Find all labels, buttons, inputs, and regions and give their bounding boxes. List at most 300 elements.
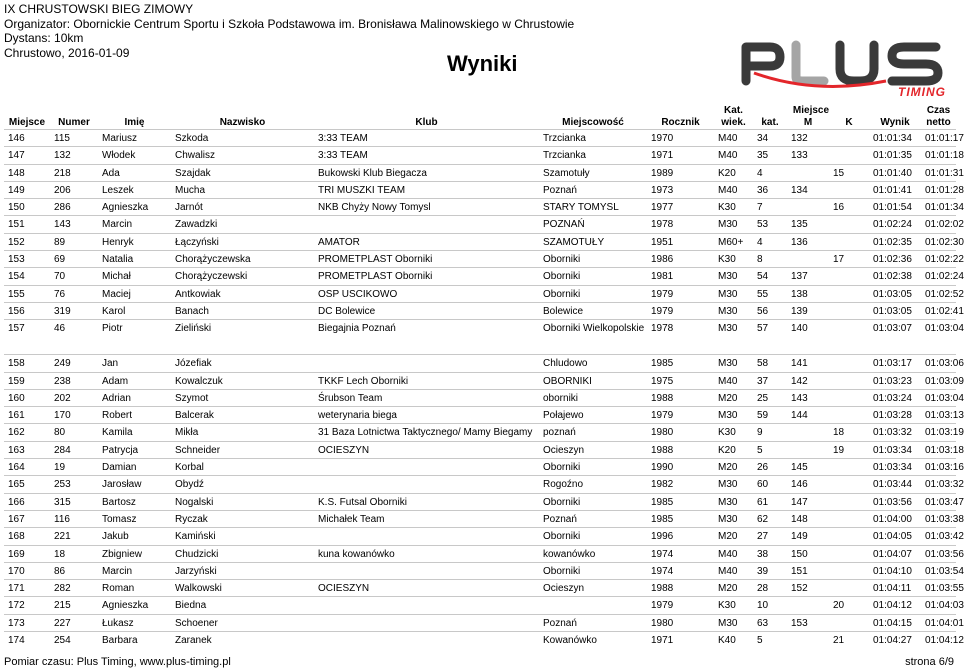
cell-miejsce-kat: 7 — [757, 202, 763, 214]
cell-czas-netto: 01:03:04 — [925, 323, 964, 335]
cell-miejsce-kat: 27 — [757, 531, 769, 543]
cell-nazwisko: Jarzyński — [175, 565, 217, 577]
cell-miejsce-m — [787, 251, 829, 268]
cell-miejscowosc: Oborniki Wielkopolskie — [543, 323, 645, 335]
cell-wynik: 01:01:35 — [873, 150, 912, 162]
cell-miejsce-k: 21 — [833, 635, 845, 647]
table-row — [4, 216, 956, 233]
col-kat-wiek-top: Kat. — [724, 105, 743, 116]
cell-nazwisko: Chudzicki — [175, 548, 219, 560]
cell-miejsce-m — [787, 199, 829, 216]
col-miejsce: Miejsce — [8, 117, 46, 128]
cell-miejsce: 162 — [8, 427, 25, 439]
cell-nazwisko: Szkoda — [175, 133, 209, 144]
cell-numer: 282 — [54, 583, 71, 595]
cell-miejsce-m: 144 — [791, 410, 808, 422]
table-row — [4, 632, 956, 649]
col-imie: Imię — [124, 117, 145, 128]
table-row — [4, 302, 956, 319]
cell-nazwisko: Chwalisz — [175, 150, 216, 162]
cell-miejscowosc: Oborniki — [543, 288, 581, 300]
cell-numer: 116 — [54, 513, 70, 525]
cell-miejscowosc: STARY TOMYSL — [543, 202, 619, 214]
footer-timing: Pomiar czasu: Plus Timing, www.plus-timing.pl — [4, 656, 231, 668]
table-row — [4, 147, 956, 164]
cell-klub — [314, 476, 539, 493]
cell-miejsce-m — [787, 597, 829, 614]
table-row — [4, 268, 956, 285]
cell-wynik: 01:03:34 — [873, 444, 912, 456]
cell-wynik: 01:02:24 — [873, 219, 912, 231]
cell-imie: Agnieszka — [102, 600, 149, 612]
cell-numer: 202 — [54, 392, 71, 404]
cell-wynik: 01:01:54 — [873, 202, 912, 214]
cell-czas-netto: 01:04:01 — [925, 617, 964, 629]
cell-wynik: 01:03:44 — [873, 479, 912, 491]
cell-kat-wiek: M40 — [718, 133, 738, 144]
cell-numer: 215 — [54, 600, 71, 612]
cell-miejsce: 159 — [8, 375, 25, 387]
cell-czas-netto: 01:03:04 — [925, 392, 964, 404]
cell-miejsce-m: 140 — [791, 323, 808, 335]
cell-czas-netto: 01:04:03 — [925, 600, 964, 612]
cell-wynik: 01:03:05 — [873, 288, 912, 300]
cell-imie: Roman — [102, 583, 135, 595]
cell-miejsce: 157 — [8, 323, 25, 335]
cell-miejsce: 164 — [8, 462, 25, 474]
cell-miejsce: 165 — [8, 479, 25, 491]
cell-rocznik: 1985 — [651, 513, 674, 525]
cell-nazwisko: Mikła — [175, 427, 199, 439]
table-row — [4, 545, 956, 562]
cell-wynik: 01:03:34 — [873, 462, 912, 474]
cell-miejsce-k: 18 — [833, 427, 845, 439]
cell-miejsce-kat: 55 — [757, 288, 769, 300]
cell-numer: 238 — [54, 375, 71, 387]
cell-miejsce-k — [829, 562, 869, 579]
cell-nazwisko: Balcerak — [175, 410, 214, 422]
cell-czas-netto: 01:01:17 — [925, 133, 964, 144]
cell-nazwisko: Zieliński — [175, 323, 212, 335]
cell-miejsce-kat: 4 — [757, 167, 763, 179]
cell-imie: Włodek — [102, 150, 136, 162]
cell-klub: DC Bolewice — [318, 305, 376, 317]
cell-miejscowosc: SZAMOTUŁY — [543, 236, 605, 248]
col-wynik: Wynik — [880, 117, 910, 128]
cell-numer: 76 — [54, 288, 66, 300]
table-row — [4, 493, 956, 510]
cell-czas-netto: 01:01:31 — [925, 167, 964, 179]
cell-kat-wiek: M20 — [718, 392, 738, 404]
cell-imie: Adam — [102, 375, 129, 387]
cell-rocznik: 1985 — [651, 358, 674, 370]
col-numer: Numer — [58, 117, 90, 128]
cell-nazwisko: Antkowiak — [175, 288, 221, 300]
cell-klub — [314, 355, 539, 372]
cell-miejsce-kat: 62 — [757, 513, 769, 525]
page-title: Wyniki — [447, 51, 518, 76]
cell-miejsce-kat: 54 — [757, 271, 769, 283]
cell-miejscowosc — [539, 597, 647, 614]
cell-klub — [314, 597, 539, 614]
table-row — [4, 164, 956, 181]
cell-rocznik: 1985 — [651, 496, 674, 508]
cell-miejscowosc: Oborniki — [543, 531, 581, 543]
cell-miejscowosc: kowanówko — [543, 548, 596, 560]
cell-imie: Robert — [102, 410, 133, 422]
cell-nazwisko: Obydź — [175, 479, 204, 491]
col-m: M — [803, 117, 813, 128]
cell-miejsce-kat: 26 — [757, 462, 769, 474]
cell-miejsce-kat: 25 — [757, 392, 769, 404]
cell-imie: Jan — [102, 358, 119, 370]
cell-rocznik: 1990 — [651, 462, 674, 474]
cell-imie: Michał — [102, 271, 131, 283]
cell-miejsce-m: 133 — [791, 150, 808, 162]
cell-klub: OCIESZYN — [318, 444, 370, 456]
cell-kat-wiek: K40 — [718, 635, 736, 647]
cell-miejsce: 154 — [8, 271, 25, 283]
cell-wynik: 01:03:56 — [873, 496, 912, 508]
cell-czas-netto: 01:03:18 — [925, 444, 964, 456]
cell-kat-wiek: M20 — [718, 531, 738, 543]
cell-nazwisko: Jarnót — [175, 202, 203, 214]
cell-kat-wiek: M30 — [718, 305, 738, 317]
cell-miejsce-m: 152 — [791, 583, 808, 595]
cell-rocznik: 1980 — [651, 617, 674, 629]
cell-numer: 319 — [54, 305, 71, 317]
cell-imie: Natalia — [102, 254, 134, 266]
cell-miejsce-m: 151 — [791, 565, 808, 577]
cell-miejsce-m: 153 — [791, 617, 808, 629]
cell-miejsce-m: 142 — [791, 375, 808, 387]
cell-czas-netto: 01:01:18 — [925, 150, 964, 162]
cell-wynik: 01:03:05 — [873, 305, 912, 317]
cell-nazwisko: Mucha — [175, 184, 206, 196]
cell-klub: weterynaria biega — [318, 410, 397, 422]
cell-miejsce: 166 — [8, 496, 25, 508]
cell-klub: 31 Baza Lotnictwa Taktycznego/ Mamy Biegamy — [318, 427, 533, 439]
cell-czas-netto: 01:03:32 — [925, 479, 964, 491]
cell-miejsce-m: 141 — [791, 358, 808, 370]
cell-nazwisko: Chorążyczewska — [175, 254, 251, 266]
cell-miejsce: 171 — [8, 583, 25, 595]
cell-miejsce: 170 — [8, 565, 25, 577]
cell-miejscowosc: Trzcianka — [543, 150, 586, 162]
cell-wynik: 01:03:28 — [873, 410, 912, 422]
cell-czas-netto: 01:03:54 — [925, 565, 964, 577]
cell-rocznik: 1971 — [651, 150, 674, 162]
cell-kat-wiek: K20 — [718, 444, 736, 456]
cell-klub: TRI MUSZKI TEAM — [318, 184, 406, 196]
cell-imie: Karol — [102, 305, 126, 317]
cell-wynik: 01:01:34 — [873, 133, 912, 144]
cell-kat-wiek: M20 — [718, 583, 738, 595]
cell-rocznik: 1979 — [651, 305, 674, 317]
cell-miejscowosc: POZNAŃ — [543, 219, 585, 231]
cell-imie: Łukasz — [102, 617, 134, 629]
cell-czas-netto: 01:03:19 — [925, 427, 964, 439]
cell-numer: 253 — [54, 479, 71, 491]
cell-numer: 86 — [54, 565, 66, 577]
col-rocznik: Rocznik — [661, 117, 700, 128]
cell-rocznik: 1978 — [651, 219, 674, 231]
cell-imie: Jarosław — [102, 479, 142, 491]
cell-miejscowosc: OBORNIKI — [543, 375, 592, 387]
cell-numer: 284 — [54, 444, 71, 456]
cell-numer: 221 — [54, 531, 71, 543]
cell-klub — [314, 216, 539, 233]
cell-imie: Zbigniew — [102, 548, 143, 560]
cell-miejsce: 150 — [8, 202, 25, 214]
cell-rocznik: 1996 — [651, 531, 674, 543]
cell-miejsce: 152 — [8, 236, 25, 248]
cell-miejsce-m — [787, 164, 829, 181]
cell-miejsce-m: 136 — [791, 236, 808, 248]
cell-rocznik: 1979 — [651, 288, 674, 300]
cell-miejsce-k — [829, 216, 869, 233]
cell-miejsce: 172 — [8, 600, 25, 612]
col-k: K — [845, 117, 853, 128]
cell-numer: 70 — [54, 271, 66, 283]
cell-numer: 170 — [54, 410, 71, 422]
cell-nazwisko: Chorążyczewski — [175, 271, 248, 283]
table-row — [4, 510, 956, 527]
cell-czas-netto: 01:02:52 — [925, 288, 964, 300]
cell-wynik: 01:04:11 — [873, 583, 912, 595]
cell-miejsce-m: 139 — [791, 305, 808, 317]
cell-miejsce-k — [829, 181, 869, 198]
cell-rocznik: 1988 — [651, 583, 674, 595]
cell-miejscowosc: Kowanówko — [543, 635, 597, 647]
cell-miejscowosc: oborniki — [543, 392, 579, 404]
cell-miejsce-k — [829, 545, 869, 562]
cell-nazwisko: Kamiński — [175, 531, 216, 543]
table-row — [4, 233, 956, 250]
cell-klub: 3:33 TEAM — [318, 133, 368, 144]
cell-kat-wiek: M60+ — [718, 236, 744, 248]
organizer: Organizator: Obornickie Centrum Sportu i Szkoła Podstawowa im. Bronisława Malinowskiego w Chrustowie — [4, 16, 575, 31]
cell-rocznik: 1973 — [651, 184, 674, 196]
cell-miejscowosc: Oborniki — [543, 565, 581, 577]
cell-miejsce: 173 — [8, 617, 25, 629]
cell-rocznik: 1977 — [651, 202, 674, 214]
cell-miejsce-kat: 37 — [757, 375, 769, 387]
cell-miejsce-m — [787, 632, 829, 649]
results-table — [4, 104, 964, 649]
cell-miejsce-k — [829, 476, 869, 493]
cell-rocznik: 1981 — [651, 271, 674, 283]
cell-miejsce-m: 134 — [791, 184, 808, 196]
cell-numer: 19 — [54, 462, 66, 474]
cell-miejsce: 153 — [8, 254, 25, 266]
col-kat: kat. — [761, 117, 779, 128]
logo-subtext: TIMING — [898, 85, 946, 99]
cell-czas-netto: 01:03:13 — [925, 410, 964, 422]
cell-miejsce-k — [829, 355, 869, 372]
cell-imie: Damian — [102, 462, 137, 474]
cell-miejscowosc: Oborniki — [543, 496, 581, 508]
cell-miejsce-m: 135 — [791, 219, 808, 231]
cell-numer: 249 — [54, 358, 71, 370]
cell-miejsce-k — [829, 510, 869, 527]
cell-miejscowosc: Oborniki — [543, 462, 581, 474]
cell-miejsce: 148 — [8, 167, 25, 179]
cell-miejsce-kat: 59 — [757, 410, 769, 422]
cell-imie: Henryk — [102, 236, 134, 248]
cell-klub: PROMETPLAST Oborniki — [318, 254, 433, 266]
cell-kat-wiek: K20 — [718, 167, 736, 179]
cell-rocznik: 1988 — [651, 444, 674, 456]
cell-numer: 132 — [54, 150, 71, 162]
table-body — [4, 130, 964, 649]
table-row — [4, 528, 956, 545]
cell-numer: 89 — [54, 236, 66, 248]
cell-kat-wiek: M20 — [718, 462, 738, 474]
cell-wynik: 01:04:00 — [873, 513, 912, 525]
cell-miejsce-k: 16 — [833, 202, 845, 214]
cell-imie: Bartosz — [102, 496, 136, 508]
cell-miejsce-kat: 38 — [757, 548, 769, 560]
cell-numer: 18 — [54, 548, 66, 560]
cell-czas-netto: 01:01:34 — [925, 202, 964, 214]
cell-imie: Agnieszka — [102, 202, 149, 214]
cell-rocznik: 1986 — [651, 254, 674, 266]
cell-imie: Tomasz — [102, 513, 137, 525]
cell-miejsce-k — [829, 580, 869, 597]
cell-kat-wiek: M30 — [718, 513, 738, 525]
cell-imie: Maciej — [102, 288, 131, 300]
cell-miejsce-kat: 58 — [757, 358, 769, 370]
cell-numer: 286 — [54, 202, 71, 214]
cell-kat-wiek: M30 — [718, 323, 738, 335]
cell-nazwisko: Schoener — [175, 617, 218, 629]
cell-miejscowosc: Poznań — [543, 184, 577, 196]
cell-imie: Leszek — [102, 184, 134, 196]
cell-miejscowosc: Ocieszyn — [543, 444, 585, 456]
cell-miejsce-kat: 57 — [757, 323, 769, 335]
cell-miejsce-kat: 39 — [757, 565, 769, 577]
cell-klub — [314, 614, 539, 631]
cell-miejsce-k — [829, 268, 869, 285]
cell-miejsce-k — [829, 302, 869, 319]
cell-wynik: 01:03:17 — [873, 358, 912, 370]
cell-numer: 254 — [54, 635, 71, 647]
cell-kat-wiek: M30 — [718, 479, 738, 491]
cell-wynik: 01:04:10 — [873, 565, 912, 577]
table-row — [4, 389, 956, 406]
cell-klub: AMATOR — [318, 236, 360, 248]
cell-miejsce-m: 147 — [791, 496, 808, 508]
cell-wynik: 01:02:36 — [873, 254, 912, 266]
cell-nazwisko: Józefiak — [175, 358, 212, 370]
table-row — [4, 476, 956, 493]
cell-miejsce-kat: 35 — [757, 150, 769, 162]
cell-czas-netto: 01:01:28 — [925, 184, 964, 196]
cell-rocznik: 1979 — [651, 600, 674, 612]
cell-rocznik: 1975 — [651, 375, 674, 387]
cell-klub: K.S. Futsal Oborniki — [318, 496, 407, 508]
cell-imie: Ada — [102, 167, 120, 179]
cell-czas-netto: 01:03:42 — [925, 531, 964, 543]
cell-miejsce-m: 149 — [791, 531, 808, 543]
distance: Dystans: 10km — [4, 31, 84, 46]
cell-imie: Kamila — [102, 427, 133, 439]
cell-wynik: 01:03:32 — [873, 427, 912, 439]
cell-miejsce-k — [829, 528, 869, 545]
cell-czas-netto: 01:02:02 — [925, 219, 964, 231]
cell-miejsce-k: 20 — [833, 600, 845, 612]
cell-wynik: 01:04:15 — [873, 617, 912, 629]
table-row — [4, 355, 956, 372]
cell-wynik: 01:03:23 — [873, 375, 912, 387]
cell-imie: Patrycja — [102, 444, 139, 456]
table-row — [4, 130, 956, 147]
cell-kat-wiek: M40 — [718, 565, 738, 577]
cell-miejsce-k — [829, 407, 869, 424]
cell-miejscowosc: Poznań — [543, 513, 577, 525]
cell-kat-wiek: M40 — [718, 150, 738, 162]
cell-miejscowosc: Trzcianka — [543, 133, 586, 144]
cell-nazwisko: Korbal — [175, 462, 204, 474]
cell-miejsce-kat: 5 — [757, 444, 763, 456]
cell-klub: TKKF Lech Oborniki — [318, 375, 409, 387]
cell-miejsce-kat: 56 — [757, 305, 769, 317]
cell-wynik: 01:03:24 — [873, 392, 912, 404]
cell-miejsce-k — [829, 285, 869, 302]
cell-miejsce: 149 — [8, 184, 25, 196]
cell-klub: kuna kowanówko — [318, 548, 395, 560]
table-row — [4, 424, 956, 441]
cell-miejsce-k — [829, 233, 869, 250]
cell-miejsce-kat: 10 — [757, 600, 769, 612]
cell-nazwisko: Schneider — [175, 444, 221, 456]
col-kat-wiek-bottom: wiek. — [721, 117, 746, 128]
cell-klub: NKB Chyży Nowy Tomysl — [318, 202, 431, 214]
table-row — [4, 199, 956, 216]
cell-kat-wiek: K30 — [718, 202, 736, 214]
col-czas-netto: Czas netto — [926, 105, 951, 128]
col-nazwisko: Nazwisko — [219, 117, 266, 128]
cell-miejsce-m: 143 — [791, 392, 808, 404]
cell-czas-netto: 01:02:24 — [925, 271, 964, 283]
cell-klub — [314, 632, 539, 649]
cell-czas-netto: 01:02:30 — [925, 236, 964, 248]
cell-czas-netto: 01:02:22 — [925, 254, 964, 266]
cell-nazwisko: Nogalski — [175, 496, 214, 508]
cell-rocznik: 1971 — [651, 635, 674, 647]
cell-wynik: 01:04:12 — [873, 600, 912, 612]
cell-miejsce: 163 — [8, 444, 25, 456]
table-row — [4, 459, 956, 476]
cell-numer: 80 — [54, 427, 66, 439]
cell-miejscowosc: Oborniki — [543, 254, 581, 266]
cell-miejsce: 146 — [8, 133, 25, 144]
cell-klub: Biegajnia Poznań — [318, 323, 396, 335]
cell-kat-wiek: M30 — [718, 496, 738, 508]
cell-miejsce-kat: 9 — [757, 427, 763, 439]
cell-klub — [314, 562, 539, 579]
cell-numer: 115 — [54, 133, 70, 144]
cell-miejsce: 169 — [8, 548, 25, 560]
cell-miejsce-kat: 28 — [757, 583, 769, 595]
table-row — [4, 562, 956, 579]
cell-miejsce-m: 150 — [791, 548, 808, 560]
cell-kat-wiek: M40 — [718, 184, 738, 196]
cell-kat-wiek: M30 — [718, 617, 738, 629]
cell-miejsce-kat: 61 — [757, 496, 769, 508]
cell-czas-netto: 01:03:09 — [925, 375, 964, 387]
